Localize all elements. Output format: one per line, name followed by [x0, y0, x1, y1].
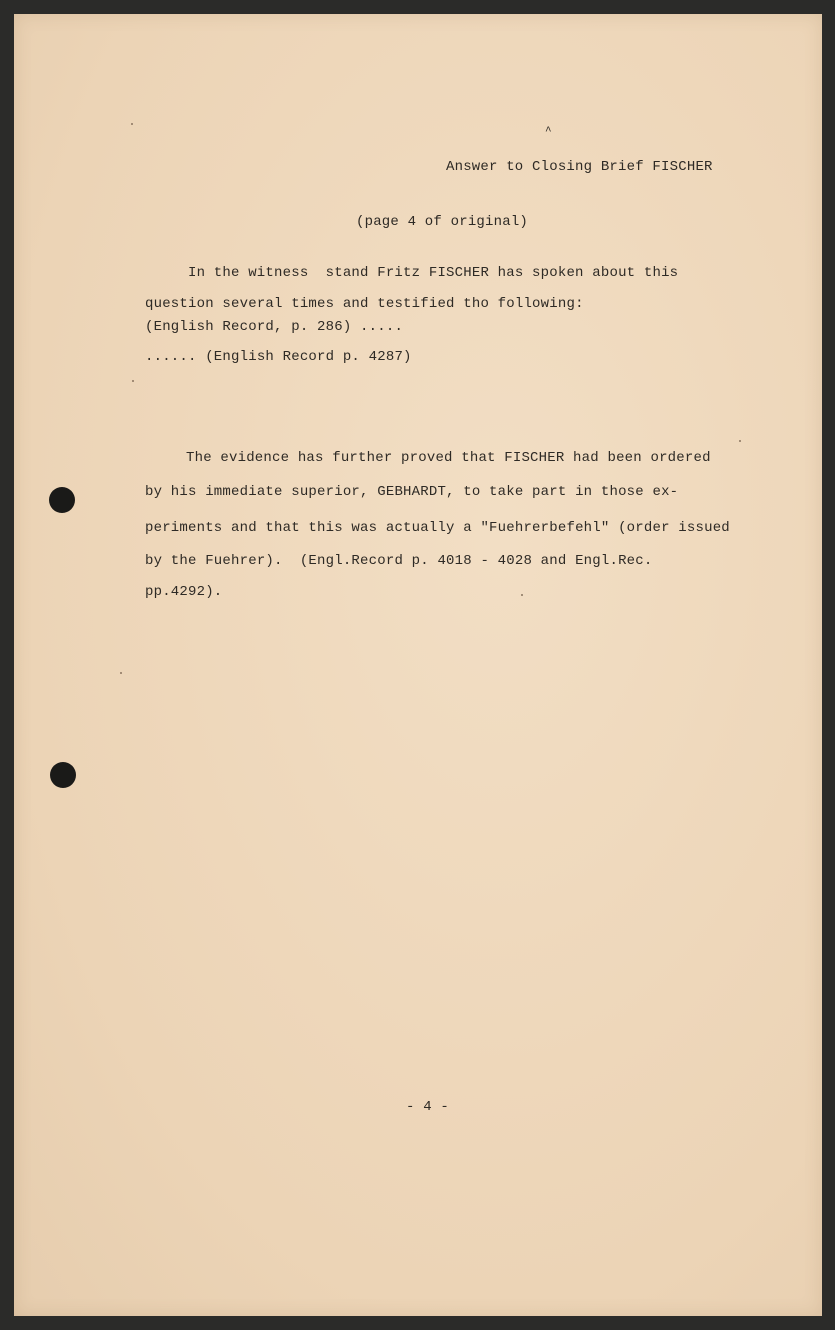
paragraph-2-line-4: by the Fuehrer). (Engl.Record p. 4018 - 4028 and Engl.Rec.: [145, 553, 653, 569]
document-page: [14, 14, 822, 1316]
paper-speck: [521, 594, 523, 596]
page-reference: (page 4 of original): [356, 214, 529, 230]
page-number: - 4 -: [406, 1099, 450, 1115]
paragraph-2-line-2: by his immediate superior, GEBHARDT, to take part in those ex-: [145, 484, 679, 500]
punch-hole-lower: [50, 762, 76, 788]
top-mark: ^: [545, 126, 552, 138]
paragraph-1-line-3: (English Record, p. 286) .....: [145, 319, 404, 335]
paragraph-2-line-3: periments and that this was actually a "Fuehrerbefehl" (order issued: [145, 520, 730, 536]
paragraph-2-line-1: The evidence has further proved that FISCHER had been ordered: [186, 450, 711, 466]
document-header: Answer to Closing Brief FISCHER: [446, 159, 713, 175]
paragraph-2-line-5: pp.4292).: [145, 584, 223, 600]
punch-hole-upper: [49, 487, 75, 513]
paper-speck: [131, 123, 133, 125]
paper-speck: [120, 672, 122, 674]
paragraph-1-line-1: In the witness stand Fritz FISCHER has spoken about this: [188, 265, 679, 281]
paragraph-1-line-4: ...... (English Record p. 4287): [145, 349, 412, 365]
paper-speck: [132, 380, 134, 382]
paragraph-1-line-2: question several times and testified tho following:: [145, 296, 584, 312]
paper-speck: [739, 440, 741, 442]
